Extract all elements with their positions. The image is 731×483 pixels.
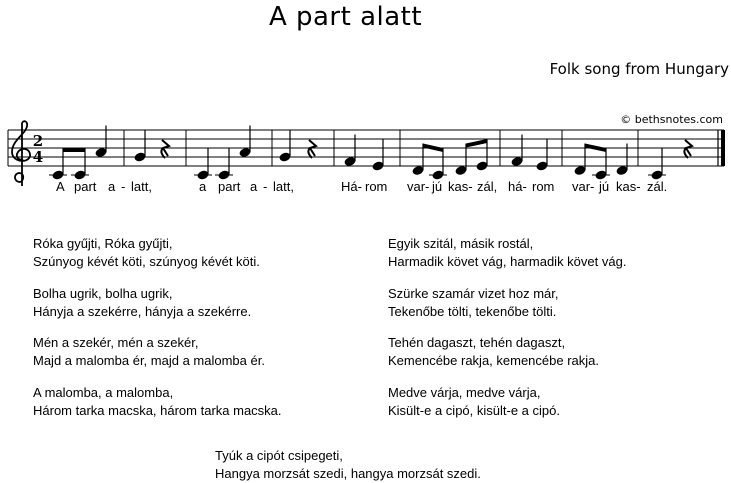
- lyric-syllable: latt,: [131, 179, 152, 194]
- verse-line: Hányja a szekérre, hányja a szekérre.: [33, 304, 252, 319]
- lyric-syllable: rom: [532, 179, 555, 194]
- verse-stanza: [33, 334, 265, 370]
- treble-clef-icon: [12, 121, 30, 186]
- verse-line: Szúnyog kévét köti, szúnyog kévét köti.: [33, 254, 260, 269]
- verse-line: Majd a malomba ér, majd a malomba ér.: [33, 353, 265, 368]
- notes: [49, 126, 692, 181]
- verse-line: Róka gyűjti, Róka gyűjti,: [33, 236, 173, 251]
- verse-line: Egyik szitál, másik rostál,: [388, 236, 534, 251]
- verse-line: Tekenőbe tölti, tekenőbe tölti.: [388, 304, 557, 319]
- lyric-syllable: part: [218, 179, 241, 194]
- rest-mark: [308, 140, 316, 158]
- final-stanza: [215, 447, 481, 483]
- beam: [423, 144, 443, 153]
- verse-stanza: [33, 235, 260, 271]
- beam: [63, 148, 85, 152]
- lyric-syllable: jú: [432, 179, 443, 194]
- song-origin: Folk song from Hungary: [549, 60, 729, 78]
- lyric-syllable: rom: [365, 179, 388, 194]
- lyric-syllable: Há-: [341, 179, 362, 194]
- rest-mark: [161, 140, 169, 158]
- verse-line: Mén a szekér, mén a szekér,: [33, 335, 199, 350]
- verse-line: A malomba, a malomba,: [33, 385, 174, 400]
- beam: [466, 139, 487, 148]
- lyric-syllable: part: [74, 179, 97, 194]
- verse-line: Harmadik követ vág, harmadik követ vág.: [388, 254, 627, 269]
- lyric-syllable: -: [121, 179, 126, 194]
- verse-line: Kisült-e a cipó, kisült-e a cipó.: [388, 403, 560, 418]
- verse-stanza: [388, 285, 559, 321]
- lyric-syllable: kas-: [448, 179, 473, 194]
- verse-stanza: [33, 285, 251, 321]
- lyric-syllable: zál.: [647, 179, 668, 194]
- rest-mark: [684, 140, 692, 158]
- verse-line: Hangya morzsát szedi, hangya morzsát szedi.: [215, 466, 481, 481]
- verse-line: Tehén dagaszt, tehén dagaszt,: [388, 335, 566, 350]
- verse-stanza: [388, 384, 560, 420]
- verse-line: Bolha ugrik, bolha ugrik,: [33, 286, 173, 301]
- staff-lines: [8, 130, 724, 166]
- beam: [585, 144, 606, 153]
- lyric-syllable: var-: [572, 179, 595, 194]
- lyric-syllable: var-: [407, 179, 430, 194]
- lyric-syllable: A: [56, 179, 65, 194]
- verse-line: Tyúk a cipót csipegeti,: [215, 448, 343, 463]
- verse-stanza: [388, 334, 599, 370]
- time-signature-bottom: 4: [32, 148, 44, 166]
- verse-line: Medve várja, medve várja,: [388, 385, 541, 400]
- verse-line: Három tarka macska, három tarka macska.: [33, 403, 282, 418]
- copyright-notice: © bethsnotes.com: [620, 113, 723, 126]
- lyric-syllable: a: [199, 179, 207, 194]
- verse-stanza: [33, 384, 282, 420]
- lyric-syllable: há-: [508, 179, 527, 194]
- lyric-syllable: zál,: [477, 179, 498, 194]
- lyric-syllable: jú: [599, 179, 610, 194]
- verse-stanza: [388, 235, 626, 271]
- verse-line: Szürke szamár vizet hoz már,: [388, 286, 559, 301]
- lyric-syllable: kas-: [616, 179, 641, 194]
- lyric-syllable: a: [108, 179, 116, 194]
- lyric-syllable: -: [263, 179, 268, 194]
- lyric-syllable: latt,: [273, 179, 294, 194]
- verse-line: Kemencébe rakja, kemencébe rakja.: [388, 353, 600, 368]
- lyric-syllable: a: [250, 179, 258, 194]
- time-signature-top: 2: [32, 132, 44, 150]
- song-title: A part alatt: [268, 2, 423, 32]
